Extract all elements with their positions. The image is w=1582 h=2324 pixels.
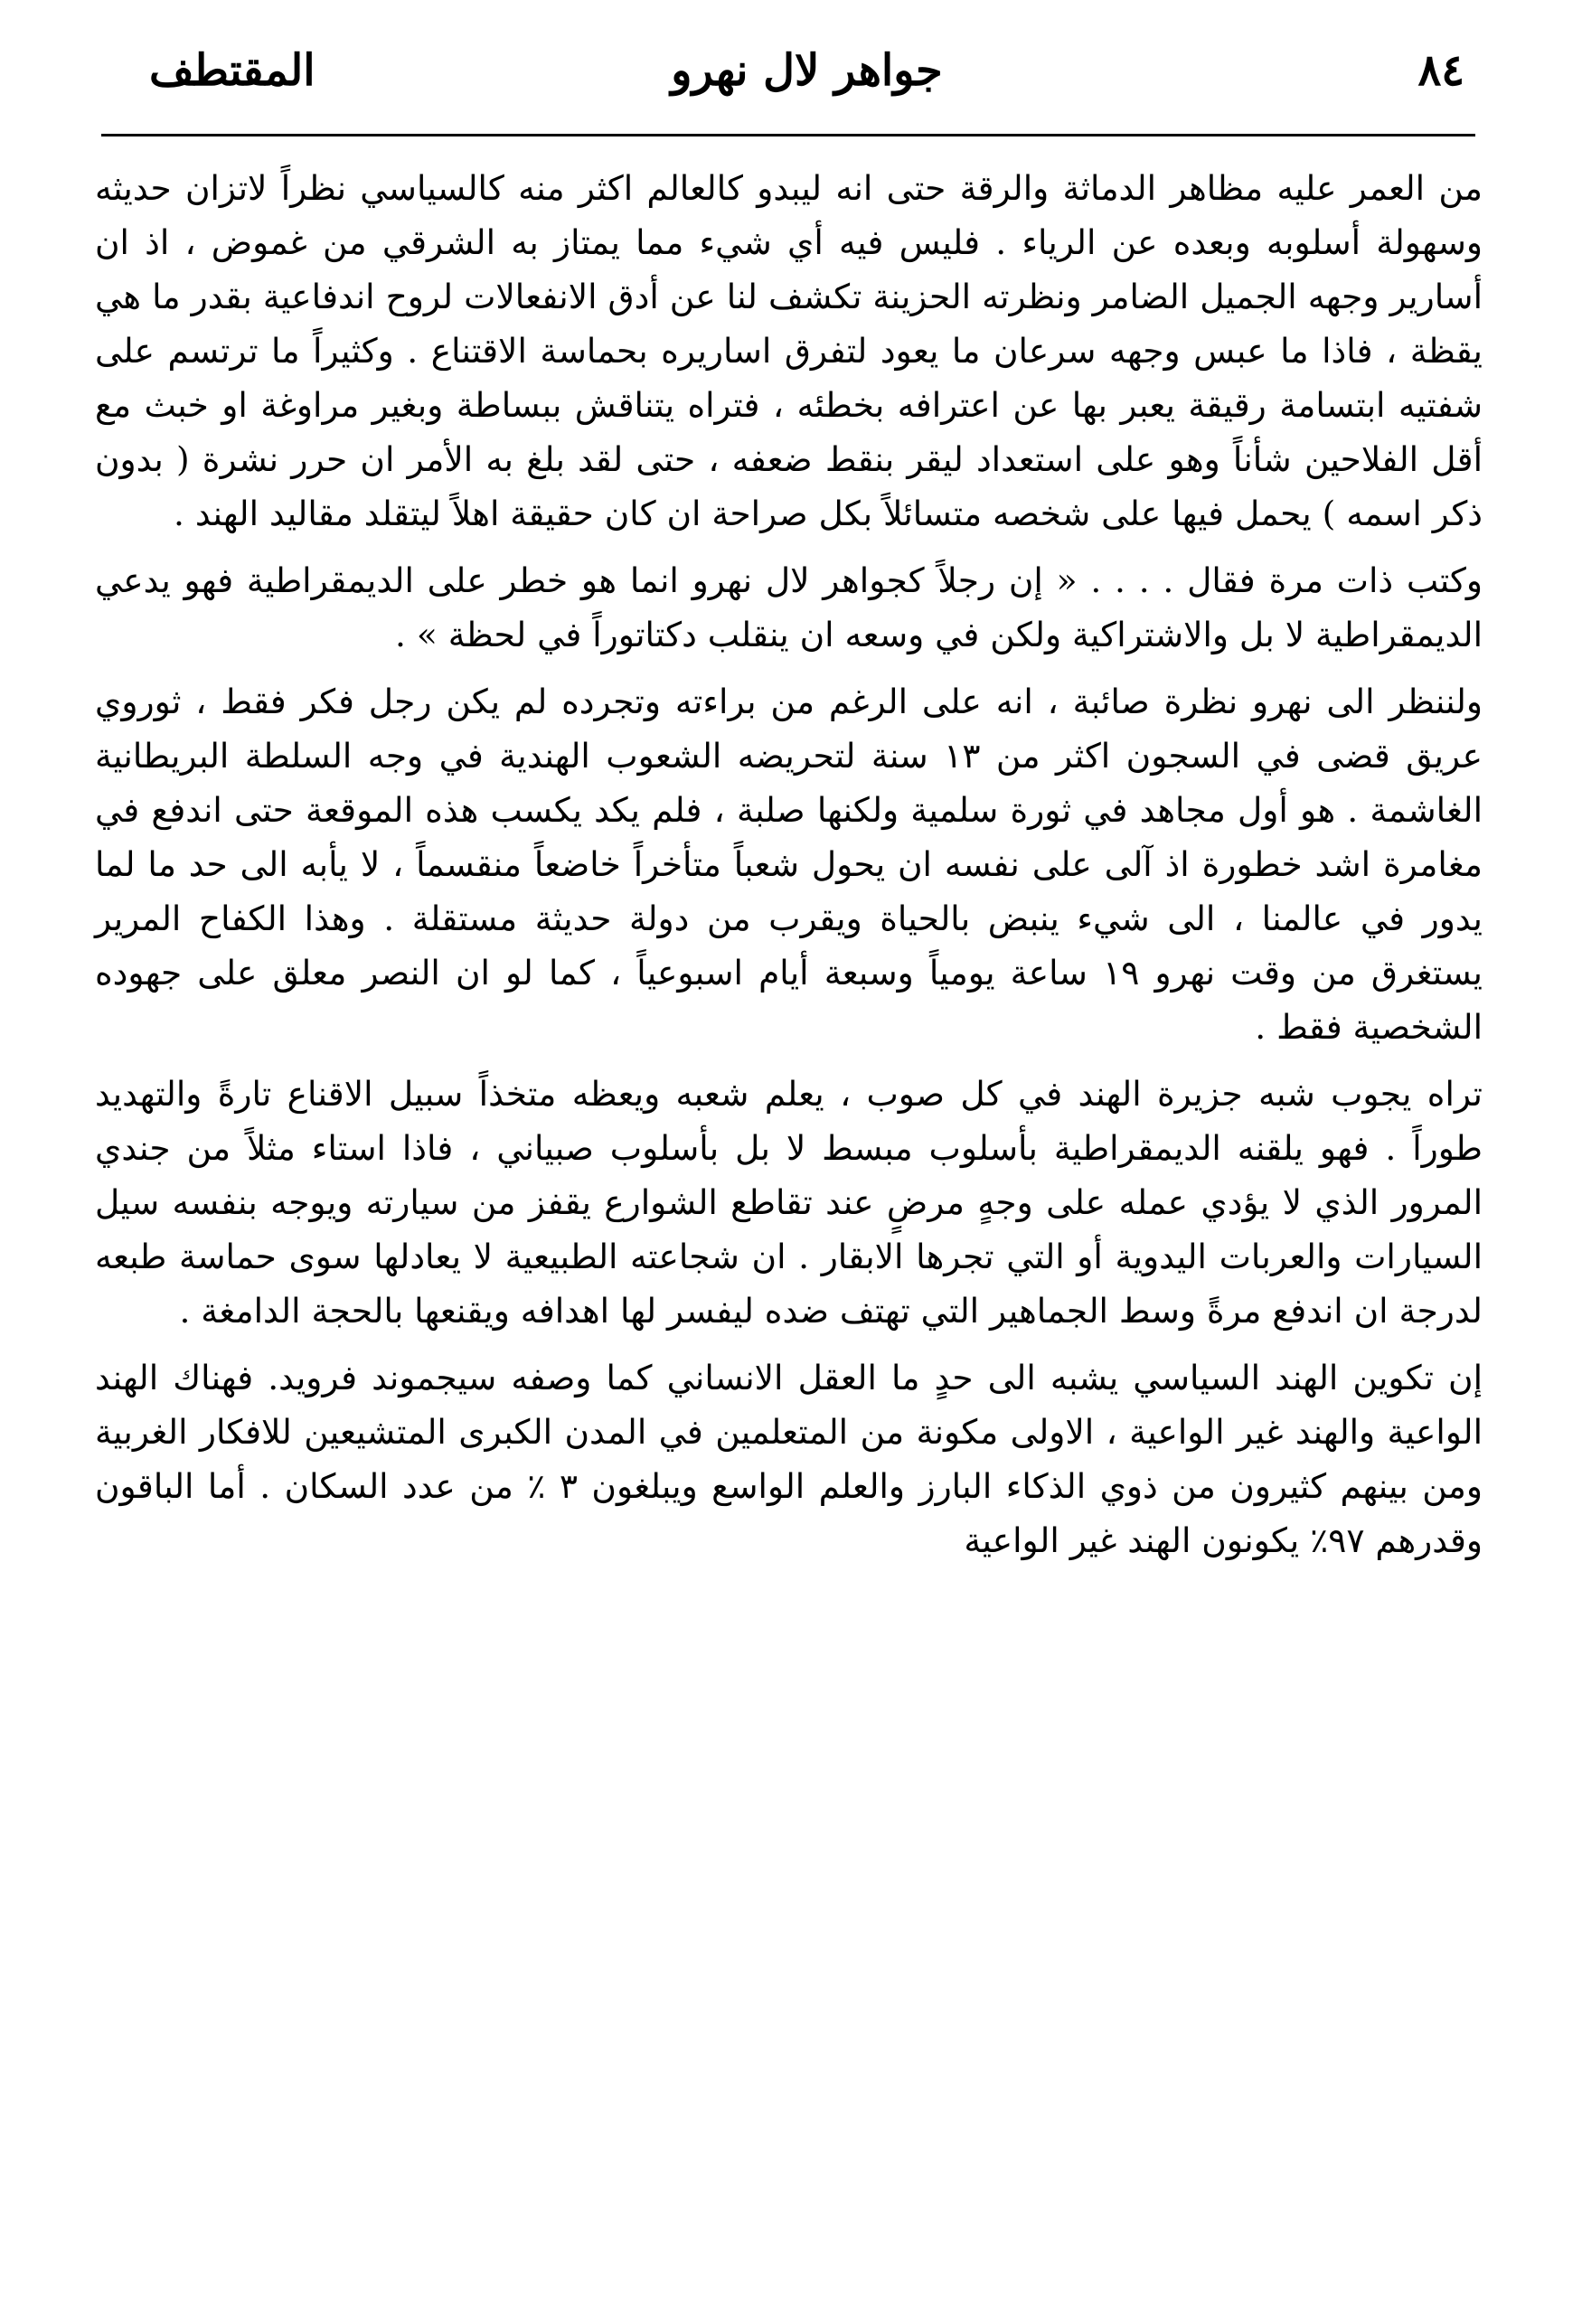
paragraph-4: تراه يجوب شبه جزيرة الهند في كل صوب ، يعلم شعبه ويعظه متخذاً سبيل الاقناع تارةً والتهديد طوراً . فهو يلقنه الديمقراطية بأسلوب مبسط لا بل بأسلوب صبياني ، فاذا استاء مثلاً من جندي المرور الذي لا يؤدي عمله على وجهٍ مرضٍ عند تقاطع الشوارع يقفز من سيارته ويوجه بنفسه سيل السيارات والعربات اليدوية أو التي تجرها الابقار . ان شجاعته الطبيعية لا يعادلها سوى حماسة طبعه لدرجة ان اندفع مرةً وسط الجماهير التي تهتف ضده ليفسر لها اهدافه ويقنعها بالحجة الدامغة . <box>95 1074 1483 1331</box>
paragraph-5: إن تكوين الهند السياسي يشبه الى حدٍ ما العقل الانساني كما وصفه سيجموند فرويد. فهناك الهند الواعية والهند غير الواعية ، الاولى مكونة من المتعلمين في المدن الكبرى المتشيعين للافكار الغربية ومن بينهم كثيرون من ذوي الذكاء البارز والعلم الواسع ويبلغون ٣ ٪ من عدد السكان . أما الباقون وقدرهم ٩٧٪ يكونون الهند غير الواعية <box>95 1358 1483 1560</box>
paragraph-3: ولننظر الى نهرو نظرة صائبة ، انه على الرغم من براءته وتجرده لم يكن رجل فكر فقط ، ثوروي عريق قضى في السجون اكثر من ١٣ سنة لتحريضه الشعوب الهندية في وجه السلطة البريطانية الغاشمة . هو أول مجاهد في ثورة سلمية ولكنها صلبة ، فلم يكد يكسب هذه الموقعة حتى اندفع في مغامرة اشد خطورة اذ آلى على نفسه ان يحول شعباً متأخراً خاضعاً منقسماً ، لا يأبه الى حد ما لما يدور في عالمنا ، الى شيء ينبض بالحياة ويقرب من دولة حديثة مستقلة . وهذا الكفاح المرير يستغرق من وقت نهرو ١٩ ساعة يومياً وسبعة أيام اسبوعياً ، كما لو ان النصر معلق على جهوده الشخصية فقط . <box>95 682 1483 1047</box>
paragraph-1: من العمر عليه مظاهر الدماثة والرقة حتى انه ليبدو كالعالم اكثر منه كالسياسي نظراً لاتزان حديثه وسهولة أسلوبه وبعده عن الرياء . فليس فيه أي شيء مما يمتاز به الشرقي من غموض ، اذ ان أسارير وجهه الجميل الضامر ونظرته الحزينة تكشف لنا عن أدق الانفعالات لروح اندفاعية بقدر ما هي يقظة ، فاذا ما عبس وجهه سرعان ما يعود لتفرق اساريره بحماسة الاقتناع . وكثيراً ما ترتسم على شفتيه ابتسامة رقيقة يعبر بها عن اعترافه بخطئه ، فتراه يتناقش ببساطة وبغير مراوغة او خبث مع أقل الفلاحين شأناً وهو على استعداد ليقر بنقط ضعفه ، حتى لقد بلغ به الأمر ان حرر نشرة ( بدون ذكر اسمه ) يحمل فيها على شخصه متسائلاً بكل صراحة ان كان حقيقة اهلاً ليتقلد مقاليد الهند . <box>95 168 1483 533</box>
paragraph-2: وكتب ذات مرة فقال . . . . « إن رجلاً كجواهر لال نهرو انما هو خطر على الديمقراطية فهو يدعي الديمقراطية لا بل والاشتراكية ولكن في وسعه ان ينقلب دكتاتوراً في لحظة » . <box>95 560 1483 654</box>
article-body <box>95 161 1483 1576</box>
running-title: جواهر لال نهرو <box>671 45 943 96</box>
page-number: ٨٤ <box>1417 45 1464 96</box>
header-divider <box>101 134 1475 136</box>
page-header <box>149 34 1464 107</box>
journal-name: المقتطف <box>149 45 315 96</box>
